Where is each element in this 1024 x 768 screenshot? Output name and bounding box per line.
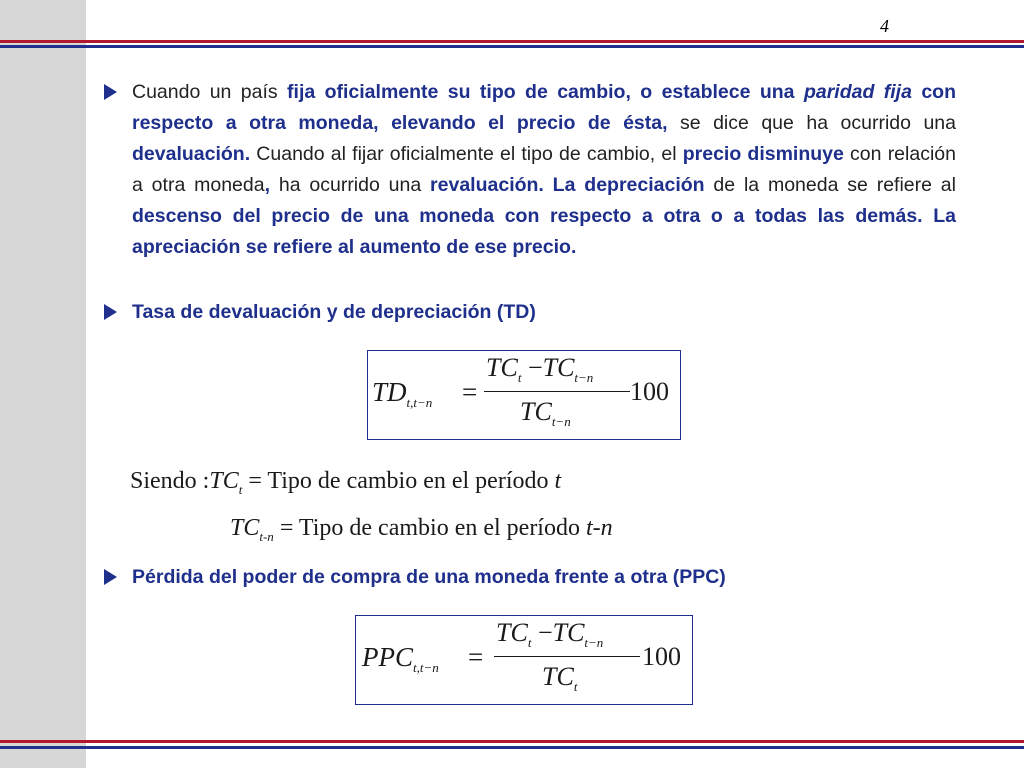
bullet-devaluation	[104, 77, 956, 263]
formula-td-fraction-bar	[484, 391, 630, 392]
formula-ppc-numerator: $TC_t -TC_{t-n}$	[496, 618, 604, 650]
definition-line-2: $TC_{t-n}$ = Tipo de cambio en el período t-n	[230, 515, 613, 544]
formula-ppc-equals: =	[468, 642, 484, 672]
formula-td-factor: 100	[630, 377, 669, 406]
formula-ppc-lhs: $PPC_{t,t-n}$	[362, 642, 439, 675]
formula-ppc-fraction-bar	[494, 656, 640, 657]
bottom-rule-red	[0, 740, 1024, 743]
formula-ppc-denominator: $TC_t$	[542, 662, 578, 694]
formula-td-box	[367, 350, 681, 440]
bullet-devaluation-text: Cuando un país fija oficialmente su tipo de cambio, o establece una paridad fija con respecto a otra moneda, elevando el precio de ésta, se dice que ha ocurrido una devaluación. Cuando al fijar oficialmente el tipo de cambio, el precio disminuye con relación a otra moneda, ha ocurrido una revaluación. La depreciación de la moneda se refiere al descenso del precio de una moneda con respecto a otra o a todas las demás. La apreciación se refiere al aumento de ese precio.	[132, 81, 956, 258]
formula-td-denominator: $TC_{t-n}$	[520, 397, 571, 429]
formula-ppc-box	[355, 615, 693, 705]
formula-td-equals: =	[462, 377, 478, 407]
top-rule-blue	[0, 45, 1024, 48]
bullet-td-text: Tasa de devaluación y de depreciación (TD)	[132, 301, 536, 323]
slide-number: 4	[880, 16, 889, 36]
formula-td-numerator: $TC_t -TC_{t-n}$	[486, 353, 594, 385]
bullet-arrow-icon	[104, 84, 117, 100]
definition-line-1: Siendo $:TC_t$ = Tipo de cambio en el período t	[130, 468, 562, 497]
side-band	[0, 0, 86, 768]
bullet-arrow-icon	[104, 569, 117, 585]
bullet-ppc-text: Pérdida del poder de compra de una moneda frente a otra (PPC)	[132, 566, 726, 588]
bullet-arrow-icon	[104, 304, 117, 320]
formula-ppc-factor: 100	[642, 642, 681, 671]
top-rule-red	[0, 40, 1024, 43]
formula-td-lhs: $TD_{t,t-n}$	[372, 377, 433, 410]
bottom-rule-blue	[0, 746, 1024, 749]
bullet-ppc	[104, 562, 956, 593]
bullet-td	[104, 297, 956, 328]
